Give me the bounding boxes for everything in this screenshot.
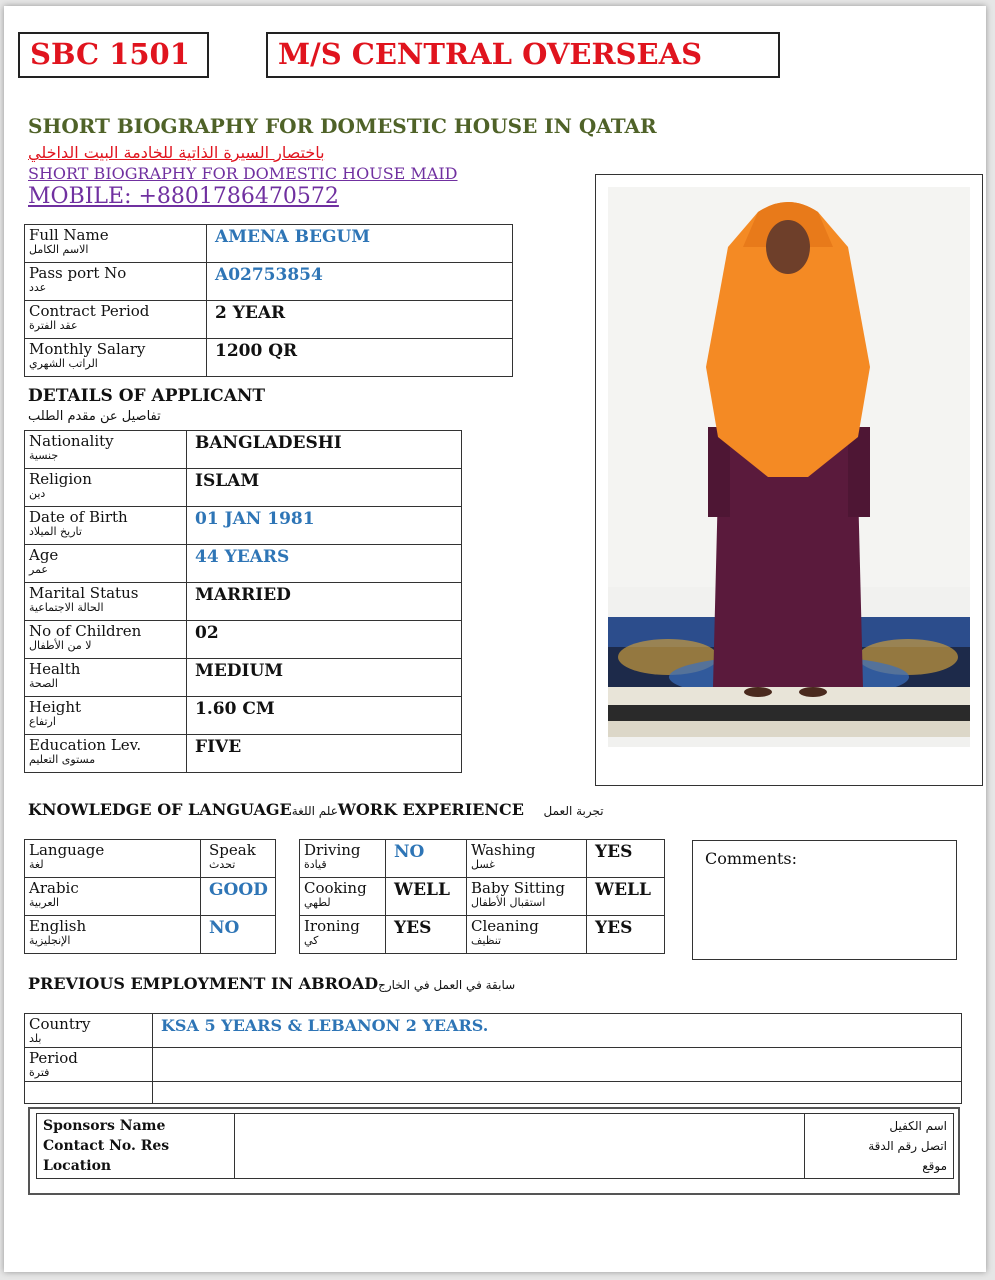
detail-row-label-cell: [25, 431, 187, 469]
language-row-value-cell: [201, 840, 276, 878]
detail-row-value-cell: [187, 735, 462, 773]
basic-info-row: [25, 301, 513, 339]
detail-row-value: 1.60 CM: [195, 699, 275, 719]
work-row: [467, 840, 665, 878]
work-heading-text: WORK EXPERIENCE: [337, 800, 524, 819]
arabic-title: باختصار السيرة الذاتية للخادمة البيت الداخلي: [28, 143, 325, 162]
basic-info-row-value-cell: [207, 301, 513, 339]
details-table: [24, 430, 462, 773]
country-value: KSA 5 YEARS & LEBANON 2 YEARS.: [161, 1016, 489, 1035]
work-row-value: WELL: [595, 880, 651, 900]
sponsor-arabic-cell: [805, 1114, 954, 1179]
detail-row-label: Marital Status: [29, 584, 139, 602]
basic-info-row: [25, 339, 513, 377]
detail-row-label-arabic: دين: [29, 487, 46, 500]
basic-info-row-value: A02753854: [215, 265, 323, 285]
detail-row: [25, 431, 462, 469]
work-row-label: Cooking: [304, 879, 367, 897]
sponsor-name-arabic: اسم الكفيل: [889, 1119, 947, 1133]
language-row: [25, 840, 276, 878]
language-table: [24, 839, 276, 954]
work-row-label-cell: [467, 878, 587, 916]
language-row-value: NO: [209, 918, 240, 938]
detail-row: [25, 507, 462, 545]
detail-row-value-cell: [187, 659, 462, 697]
detail-row-value: MARRIED: [195, 585, 291, 605]
work-row-label: Driving: [304, 841, 361, 859]
detail-row-value: ISLAM: [195, 471, 260, 491]
previous-heading-arabic: سابقة في العمل في الخارج: [378, 978, 516, 992]
reference-code: SBC 1501: [18, 32, 209, 78]
detail-row-label-arabic: عمر: [29, 563, 48, 576]
work-row-label: Baby Sitting: [471, 879, 565, 897]
work-row-label-cell: [300, 840, 386, 878]
detail-row-value: FIVE: [195, 737, 242, 757]
detail-row-label-cell: [25, 659, 187, 697]
sponsor-table: [36, 1113, 954, 1179]
basic-info-row-label: Full Name: [29, 226, 109, 244]
mobile-number: MOBILE: +8801786470572: [28, 184, 339, 209]
detail-row-value: 02: [195, 623, 219, 643]
photo-frame: [595, 174, 983, 786]
empty-cell: [25, 1082, 153, 1104]
work-row-value-cell: [386, 840, 467, 878]
country-label-cell: [25, 1014, 153, 1048]
detail-row-label-arabic: تاريخ الميلاد: [29, 525, 82, 538]
language-row-label: Language: [29, 841, 105, 859]
country-label: Country: [29, 1015, 91, 1033]
language-row-label-arabic: لغة: [29, 858, 44, 871]
detail-row-label: Age: [29, 546, 59, 564]
detail-row: [25, 621, 462, 659]
work-row: [300, 840, 467, 878]
basic-info-row-value: 2 YEAR: [215, 303, 286, 323]
work-row-label-cell: [467, 916, 587, 954]
detail-row-value-cell: [187, 583, 462, 621]
work-heading-arabic: تجربة العمل: [543, 804, 604, 818]
detail-row-label: Nationality: [29, 432, 114, 450]
language-row-label-arabic: العربية: [29, 896, 60, 909]
sponsor-values-cell[interactable]: [235, 1114, 805, 1179]
detail-row-label-arabic: لا من الأطفال: [29, 639, 92, 652]
detail-row-label: No of Children: [29, 622, 142, 640]
basic-info-row-value: AMENA BEGUM: [215, 227, 371, 247]
detail-row: [25, 469, 462, 507]
detail-row-value: BANGLADESHI: [195, 433, 342, 453]
work-row-value: YES: [595, 918, 633, 938]
work-row-label: Ironing: [304, 917, 360, 935]
sponsor-location-arabic: موقع: [922, 1159, 947, 1173]
knowledge-heading-arabic: علم اللغة: [291, 804, 338, 818]
applicant-photo: [608, 187, 970, 747]
detail-row: [25, 545, 462, 583]
language-row-label-arabic: الإنجليزية: [29, 934, 71, 947]
work-row: [467, 878, 665, 916]
basic-info-row-value-cell: [207, 339, 513, 377]
detail-row-value-cell: [187, 545, 462, 583]
basic-info-row-label-arabic: الاسم الكامل: [29, 243, 89, 256]
basic-info-row-label: Monthly Salary: [29, 340, 146, 358]
comments-box[interactable]: [692, 840, 957, 960]
language-row-value-cell: [201, 878, 276, 916]
work-row-label-cell: [300, 916, 386, 954]
work-row-value-cell: [587, 878, 665, 916]
work-row-label: Cleaning: [471, 917, 539, 935]
period-label-arabic: فترة: [29, 1066, 50, 1079]
detail-row-label-cell: [25, 583, 187, 621]
country-value-cell: [153, 1014, 962, 1048]
detail-row-label-arabic: ارتفاع: [29, 715, 56, 728]
detail-row-label: Health: [29, 660, 81, 678]
work-row-value-cell: [386, 878, 467, 916]
basic-info-row-label-arabic: الراتب الشهري: [29, 357, 98, 370]
empty-cell: [153, 1082, 962, 1104]
work-row-value-cell: [386, 916, 467, 954]
detail-row-value-cell: [187, 697, 462, 735]
detail-row: [25, 659, 462, 697]
work-table-1: [299, 839, 467, 954]
detail-row-label: Date of Birth: [29, 508, 128, 526]
language-row-value: GOOD: [209, 880, 268, 900]
detail-row-label-cell: [25, 507, 187, 545]
detail-row-value-cell: [187, 431, 462, 469]
work-row-label-arabic: كي: [304, 934, 319, 947]
language-row-label-cell: [25, 840, 201, 878]
detail-row-value-cell: [187, 469, 462, 507]
sponsor-name-label: Sponsors Name: [43, 1118, 166, 1134]
work-row-value-cell: [587, 840, 665, 878]
sponsor-box: [28, 1107, 960, 1195]
main-title: SHORT BIOGRAPHY FOR DOMESTIC HOUSE IN QATAR: [28, 114, 657, 138]
language-row-label-cell: [25, 878, 201, 916]
detail-row-label-arabic: مستوى التعليم: [29, 753, 96, 766]
detail-row-label: Religion: [29, 470, 92, 488]
sub-title: SHORT BIOGRAPHY FOR DOMESTIC HOUSE MAID: [28, 164, 458, 183]
basic-info-row-label-cell: [25, 263, 207, 301]
work-row-label-arabic: غسل: [471, 858, 495, 871]
detail-row-label-arabic: جنسية: [29, 449, 59, 462]
detail-row-label-arabic: الصحة: [29, 677, 58, 690]
sponsor-contact-arabic: اتصل رقم الدقة: [868, 1139, 947, 1153]
work-row-label-cell: [467, 840, 587, 878]
language-row-value-cell: [201, 916, 276, 954]
work-row-label-arabic: لطهي: [304, 896, 331, 909]
detail-row: [25, 735, 462, 773]
agency-name: M/S CENTRAL OVERSEAS: [266, 32, 780, 78]
basic-info-row-label: Contract Period: [29, 302, 150, 320]
work-row-value: YES: [595, 842, 633, 862]
basic-info-row-label-cell: [25, 225, 207, 263]
work-row-value: YES: [394, 918, 432, 938]
period-label-cell: [25, 1048, 153, 1082]
knowledge-heading: [28, 800, 604, 819]
detail-row-label: Height: [29, 698, 82, 716]
detail-row-value: MEDIUM: [195, 661, 284, 681]
work-row-label-arabic: تنظيف: [471, 934, 502, 947]
detail-row-value-cell: [187, 507, 462, 545]
basic-info-row: [25, 263, 513, 301]
work-row: [467, 916, 665, 954]
work-row: [300, 916, 467, 954]
work-row-label-arabic: استقبال الأطفال: [471, 896, 546, 909]
detail-row-label-cell: [25, 621, 187, 659]
knowledge-heading-text: KNOWLEDGE OF LANGUAGE: [28, 800, 292, 819]
detail-row-label-cell: [25, 735, 187, 773]
sponsor-labels-cell: [37, 1114, 235, 1179]
basic-info-row-label-cell: [25, 301, 207, 339]
detail-row: [25, 583, 462, 621]
work-table-2: [466, 839, 665, 954]
basic-info-row-label-arabic: عقد الفترة: [29, 319, 78, 332]
work-row-value: NO: [394, 842, 425, 862]
work-row-label-cell: [300, 878, 386, 916]
detail-row-label-cell: [25, 697, 187, 735]
detail-row-value-cell: [187, 621, 462, 659]
previous-employment-heading: [28, 974, 515, 993]
work-row-value: WELL: [394, 880, 450, 900]
language-row-label: English: [29, 917, 87, 935]
basic-info-row-label-arabic: عدد: [29, 281, 47, 294]
sponsor-contact-label: Contact No. Res: [43, 1138, 170, 1154]
language-row-value: Speak: [209, 841, 256, 859]
detail-row-label: Education Lev.: [29, 736, 142, 754]
detail-row-value: 01 JAN 1981: [195, 509, 315, 529]
previous-heading-text: PREVIOUS EMPLOYMENT IN ABROAD: [28, 974, 379, 993]
detail-row: [25, 697, 462, 735]
basic-info-row-label: Pass port No: [29, 264, 127, 282]
previous-employment-table: [24, 1013, 962, 1104]
details-heading-arabic: تفاصيل عن مقدم الطلب: [28, 409, 161, 424]
comments-label: Comments:: [705, 849, 798, 868]
work-row-value-cell: [587, 916, 665, 954]
detail-row-label-arabic: الحالة الاجتماعية: [29, 601, 104, 614]
detail-row-label-cell: [25, 469, 187, 507]
details-heading: DETAILS OF APPLICANT: [28, 386, 266, 406]
work-row-label-arabic: قيادة: [304, 858, 327, 871]
basic-info-row-value-cell: [207, 225, 513, 263]
basic-info-row: [25, 225, 513, 263]
language-row: [25, 916, 276, 954]
work-row-label: Washing: [471, 841, 536, 859]
basic-info-row-value: 1200 QR: [215, 341, 298, 361]
language-row-label-cell: [25, 916, 201, 954]
basic-info-row-label-cell: [25, 339, 207, 377]
country-label-arabic: بلد: [29, 1032, 42, 1045]
basic-info-row-value-cell: [207, 263, 513, 301]
sponsor-location-label: Location: [43, 1158, 112, 1174]
detail-row-label-cell: [25, 545, 187, 583]
language-row-label: Arabic: [29, 879, 79, 897]
basic-info-table: [24, 224, 513, 377]
language-row-value-arabic: تحدث: [209, 858, 236, 871]
detail-row-value: 44 YEARS: [195, 547, 290, 567]
language-row: [25, 878, 276, 916]
work-row: [300, 878, 467, 916]
period-value-cell: [153, 1048, 962, 1082]
document-page: [4, 6, 986, 1272]
period-label: Period: [29, 1049, 78, 1067]
